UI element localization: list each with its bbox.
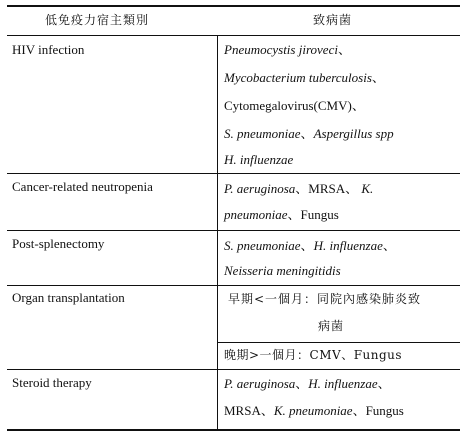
early-phase-text: 早期<一個月：同院內感染肺炎致 bbox=[228, 292, 422, 306]
bottom-rule bbox=[7, 429, 460, 431]
category-splenectomy: Post-splenectomy bbox=[12, 236, 105, 251]
category-hiv: HIV infection bbox=[12, 42, 85, 57]
category-neutropenia: Cancer-related neutropenia bbox=[12, 179, 153, 194]
row-rule bbox=[7, 230, 460, 231]
pathogen-line: Mycobacterium tuberculosis、 bbox=[224, 70, 385, 85]
pathogen-line: P. aeruginosa、MRSA、 K. bbox=[224, 181, 374, 196]
pathogen-line: Pneumocystis jiroveci、 bbox=[224, 42, 351, 57]
category-steroid: Steroid therapy bbox=[12, 375, 92, 390]
row-rule bbox=[7, 173, 460, 174]
pathogen-line: Neisseria meningitidis bbox=[224, 263, 341, 278]
top-rule bbox=[7, 5, 460, 7]
header-rule bbox=[7, 35, 460, 36]
header-pathogen: 致病菌 bbox=[313, 13, 353, 27]
early-phase-text-cont: 病菌 bbox=[318, 319, 345, 333]
pathogen-line: S. pneumoniae、H. influenzae、 bbox=[224, 238, 396, 253]
pathogen-line: P. aeruginosa、H. influenzae、 bbox=[224, 376, 391, 391]
row-rule bbox=[7, 285, 460, 286]
pathogen-line: H. influenzae bbox=[224, 152, 294, 167]
column-divider bbox=[217, 35, 218, 430]
late-phase-text: 晚期>一個月：CMV、Fungus bbox=[224, 348, 403, 362]
category-transplant: Organ transplantation bbox=[12, 290, 125, 305]
row-rule bbox=[217, 342, 460, 343]
row-rule bbox=[7, 369, 460, 370]
header-host-category: 低免疫力宿主類別 bbox=[45, 13, 150, 27]
pathogen-line: MRSA、K. pneumoniae、Fungus bbox=[224, 403, 404, 418]
pathogen-line: Cytomegalovirus(CMV)、 bbox=[224, 98, 365, 113]
pathogen-line: pneumoniae、Fungus bbox=[224, 207, 339, 222]
pathogen-line: S. pneumoniae、Aspergillus spp bbox=[224, 126, 394, 141]
